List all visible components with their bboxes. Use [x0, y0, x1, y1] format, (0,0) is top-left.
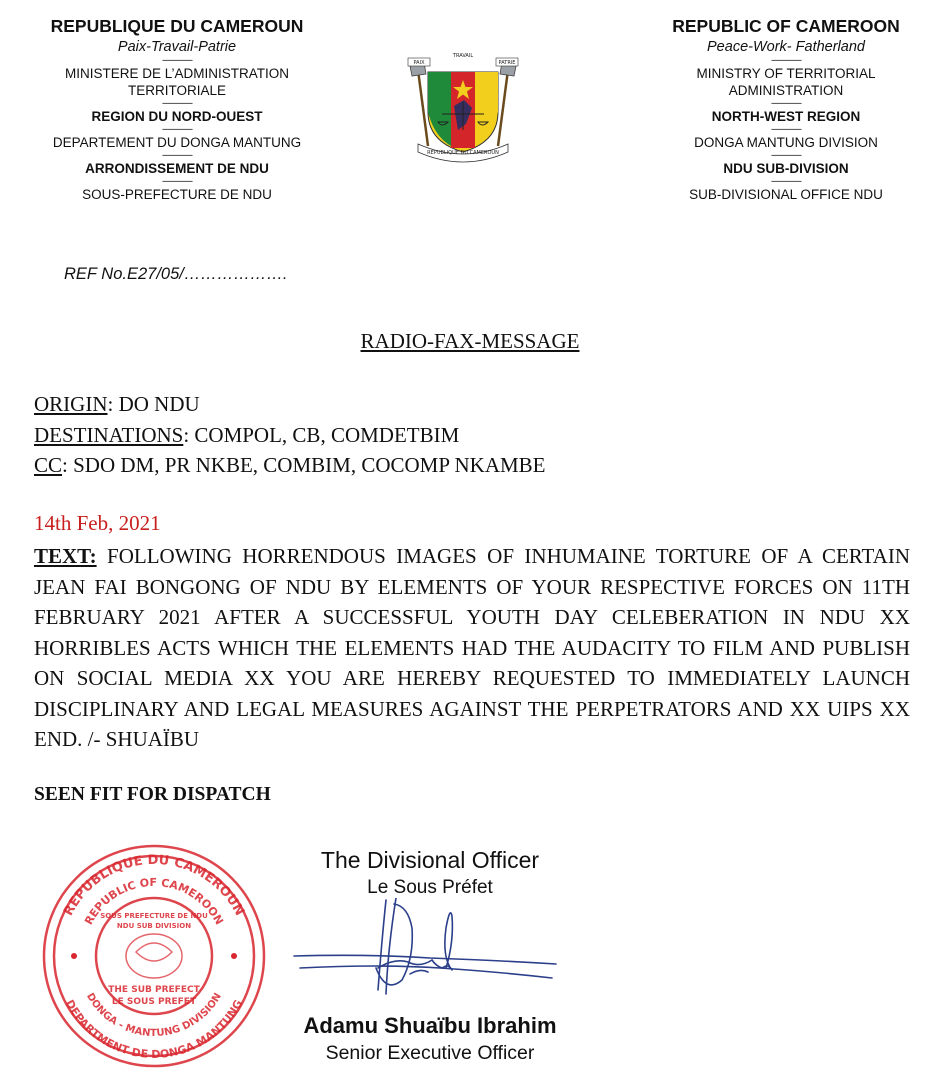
separator: --------------- — [771, 150, 801, 160]
header-left-block — [27, 14, 327, 203]
seen-fit-for-dispatch: SEEN FIT FOR DISPATCH — [34, 784, 271, 805]
origin-label: ORIGIN — [34, 392, 108, 416]
origin-value: : DO NDU — [107, 392, 200, 416]
ministry-en-line2: ADMINISTRATION — [728, 83, 844, 98]
department-fr: DEPARTEMENT DU DONGA MANTUNG — [52, 135, 302, 150]
destinations-line — [34, 420, 546, 451]
country-name-fr: REPUBLIQUE DU CAMEROUN — [50, 16, 304, 36]
cc-value: : SDO DM, PR NKBE, COMBIM, COCOMP NKAMBE — [62, 453, 546, 477]
emblem-right-banner: PATRIE — [498, 60, 516, 66]
country-name-en: REPUBLIC OF CAMEROON — [672, 16, 900, 36]
document-title: RADIO-FAX-MESSAGE — [360, 329, 580, 353]
destinations-value: : COMPOL, CB, COMDETBIM — [183, 422, 460, 447]
signatory-title-fr: Le Sous Préfet — [367, 877, 493, 898]
ministry-fr-line2: TERRITORIALE — [127, 83, 227, 98]
stamp-inner-text: SOUS PREFECTURE DE NDU — [100, 912, 208, 920]
stamp-bottom-text-2: DEPARTMENT DE DONGA MANTUNG — [62, 997, 246, 1062]
division-en: DONGA MANTUNG DIVISION — [694, 135, 878, 150]
separator: --------------- — [162, 176, 192, 186]
message-date: 14th Feb, 2021 — [34, 511, 161, 535]
reference-number: REF No.E27/05/………………. — [64, 265, 288, 283]
separator: --------------- — [162, 55, 192, 65]
ministry-fr-line1: MINISTERE DE L’ADMINISTRATION — [64, 66, 290, 81]
cc-line — [34, 450, 546, 481]
subdivision-en: NDU SUB-DIVISION — [723, 161, 849, 176]
office-en: SUB-DIVISIONAL OFFICE NDU — [689, 187, 883, 202]
text-label: TEXT: — [34, 544, 97, 568]
routing-block — [34, 389, 546, 481]
office-fr: SOUS-PREFECTURE DE NDU — [82, 187, 272, 202]
signatory-name: Adamu Shuaïbu Ibrahim — [303, 1013, 557, 1038]
cc-label: CC — [34, 453, 63, 477]
header-right-block — [636, 14, 936, 203]
separator: --------------- — [162, 124, 192, 134]
message-text: FOLLOWING HORRENDOUS IMAGES OF INHUMAINE TORTURE OF A CERTAIN JEAN FAI BONGONG OF NDU BY ELEMENTS OF YOUR RESPECTIVE FORCES ON 11TH FEBRUARY 2021 AFTER A SUCCESSFUL YOUTH DAY CELEBERATION IN NDU XX HORRIBLES ACTS WHICH THE ELEMENTS HAD THE AUDACITY TO FILM AND PUBLISH ON SOCIAL MEDIA XX YOU ARE HEREBY REQUESTED TO IMMEDIATELY LAUNCH DISCIPLINARY AND LEGAL MEASURES AGAINST THE PERPETRATORS AND XX UIPS XX END. /- SHUAÏBU — [34, 544, 910, 751]
ministry-en-line1: MINISTRY OF TERRITORIAL — [696, 66, 876, 81]
coat-of-arms-icon — [404, 50, 522, 165]
arrondissement-fr: ARRONDISSEMENT DE NDU — [85, 161, 269, 176]
separator: --------------- — [162, 150, 192, 160]
separator: --------------- — [771, 98, 801, 108]
separator: --------------- — [162, 98, 192, 108]
emblem-top-banner: TRAVAIL — [452, 53, 474, 59]
separator: --------------- — [771, 55, 801, 65]
emblem-bottom-banner: REPUBLIQUE DU CAMEROUN — [427, 150, 499, 156]
region-fr: REGION DU NORD-OUEST — [91, 109, 263, 124]
separator: --------------- — [771, 124, 801, 134]
stamp-outer-text-2: REPUBLIC OF CAMEROON — [82, 875, 226, 927]
stamp-center-text-2: LE SOUS PREFET — [111, 997, 197, 1007]
handwritten-signature-icon — [290, 898, 562, 1006]
signatory-role: Senior Executive Officer — [325, 1042, 535, 1064]
message-body — [34, 541, 910, 755]
region-en: NORTH-WEST REGION — [711, 109, 861, 124]
origin-line — [34, 389, 546, 420]
separator: --------------- — [771, 176, 801, 186]
stamp-emblem-icon — [126, 934, 182, 978]
stamp-outer-text: REPUBLIQUE DU CAMEROUN — [61, 852, 247, 919]
emblem-left-banner: PAIX — [413, 60, 425, 66]
stamp-bottom-text: DONGA - MANTUNG DIVISION — [84, 991, 224, 1040]
stamp-inner-text-2: NDU SUB DIVISION — [116, 922, 192, 930]
motto-fr: Paix-Travail-Patrie — [117, 39, 237, 55]
signatory-title: The Divisional Officer — [320, 847, 540, 873]
destinations-label: DESTINATIONS — [34, 422, 184, 447]
stamp-center-text-1: THE SUB PREFECT — [108, 985, 200, 995]
official-stamp-icon — [40, 842, 268, 1070]
motto-en: Peace-Work- Fatherland — [707, 39, 865, 55]
